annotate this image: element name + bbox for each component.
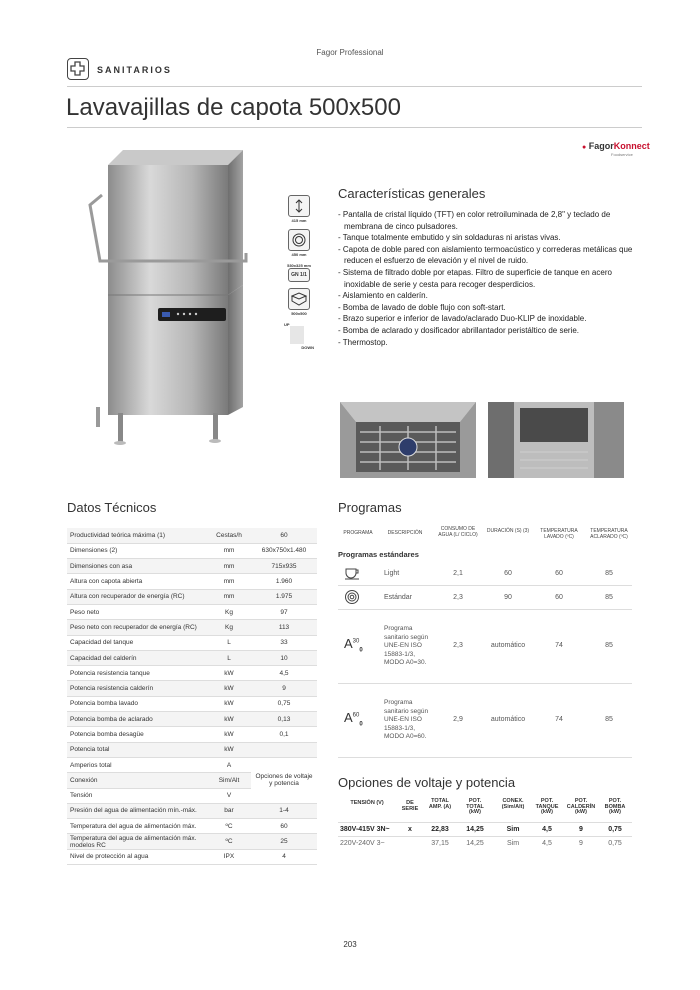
table-row: Altura con recuperador de energía (RC) mm 1.975: [67, 589, 317, 604]
a060-icon: $A^{60}_0$: [344, 710, 363, 728]
feature-icons: [284, 195, 316, 356]
table-row: Altura con capota abierta mm 1.960: [67, 574, 317, 589]
table-row: Potencia total kW: [67, 742, 317, 757]
list-item: - Pantalla de cristal líquido (TFT) en color retroiluminada de 2,8" y teclado de membrana de cinco pulsadores.: [338, 210, 611, 231]
table-row: Potencia resistencia tanque kW 4,5: [67, 666, 317, 681]
interior-photo: [340, 402, 476, 478]
programs-subtitle: Programas estándares: [338, 550, 419, 559]
plates-icon: [344, 589, 360, 607]
program-row: $A^{60}_0$ Programa sanitario según UNE-EN ISO 15883-1/3, MODO A0=60. 2,9 automático 74 85: [338, 684, 632, 758]
table-row: Temperatura del agua de alimentación máx. modelos RC ºC 25: [67, 834, 317, 849]
height-icon: 415 mm: [284, 195, 314, 223]
table-row: Potencia resistencia calderín kW 9: [67, 681, 317, 696]
features-title: Características generales: [338, 186, 486, 201]
divider: [67, 127, 642, 128]
table-row: Presión del agua de alimentación mín.-máx. bar 1-4: [67, 803, 317, 818]
table-row: Dimensiones con asa mm 715x935: [67, 559, 317, 574]
table-row: Peso neto Kg 97: [67, 604, 317, 619]
basket-icon: 500x500: [284, 288, 314, 316]
table-row: Amperios total A Opciones de voltaje y potencia: [67, 757, 317, 772]
table-row: Capacidad del calderín L 10: [67, 650, 317, 665]
table-row: Peso neto con recuperador de energía (RC) Kg 113: [67, 620, 317, 635]
gastronorm-icon: 530x325 mm GN 1/1: [284, 263, 314, 282]
page-number: 203: [343, 940, 357, 949]
table-row: Potencia bomba lavado kW 0,75: [67, 696, 317, 711]
list-item: - Bomba de lavado de doble flujo con soft-start.: [338, 302, 506, 312]
dishwasher-image: [78, 145, 253, 455]
tech-data-title: Datos Técnicos: [67, 500, 157, 515]
voltage-row: 380V-415V 3N~ x 22,83 14,25 Sim 4,5 9 0,75: [338, 822, 632, 836]
voltage-row: 220V-240V 3~ 37,15 14,25 Sim 4,5 9 0,75: [338, 836, 632, 850]
table-row: Capacidad del tanque L 33: [67, 635, 317, 650]
list-item: - Thermostop.: [338, 337, 388, 347]
table-row: Conexión Sim/Alt: [67, 773, 317, 788]
divider: [67, 86, 642, 87]
voltage-title: Opciones de voltaje y potencia: [338, 775, 516, 790]
program-row: Estándar 2,3 90 60 85: [338, 586, 632, 610]
door-photo: [488, 402, 624, 478]
cup-icon: [344, 566, 360, 582]
program-row: $A^{30}_0$ Programa sanitario según UNE-EN ISO 15883-1/3, MODO A0=30. 2,3 automático 74 85: [338, 610, 632, 684]
plate-icon: 450 mm: [284, 229, 314, 257]
fagor-konnect-logo: ● FagorKonnect: [582, 141, 650, 151]
list-item: - Tanque totalmente embutido y sin soldaduras ni aristas vivas.: [338, 233, 561, 243]
tech-data-table: [67, 528, 317, 865]
table-row: Temperatura del agua de alimentación máx. ºC 60: [67, 819, 317, 834]
program-row: Light 2,1 60 60 85: [338, 562, 632, 586]
programs-title: Programas: [338, 500, 402, 515]
list-item: - Bomba de aclarado y dosificador abrillantador peristáltico de serie.: [338, 325, 580, 335]
list-item: - Brazo superior e inferior de lavado/aclarado Duo-KLIP de inoxidable.: [338, 314, 587, 324]
brand-header: Fagor Professional: [316, 48, 384, 57]
table-row: Potencia bomba desagüe kW 0,1: [67, 727, 317, 742]
list-item: - Aislamiento en calderín.: [338, 291, 428, 301]
a030-icon: $A^{30}_0$: [344, 636, 363, 654]
logo-subtitle: Foodservice: [611, 152, 633, 157]
page-title: Lavavajillas de capota 500x500: [66, 94, 401, 121]
table-row: Nivel de protección al agua IPX 4: [67, 849, 317, 864]
voltage-options-note: Opciones de voltaje y potencia: [251, 757, 317, 803]
list-item: - Sistema de filtrado doble por etapas. Filtro de superficie de tanque en acero inoxidable de serie y cesta para recoger desperdicios.: [338, 267, 612, 289]
medical-cross-icon: [67, 58, 89, 80]
list-item: - Capota de doble pared con aislamiento termoacústico y correderas metálicas que reducen el esfuerzo de elevación y el nivel de ruido.: [338, 244, 633, 266]
table-row: Productividad teórica máxima (1) Cestas/h 60: [67, 528, 317, 543]
updown-icon: UP DOWN: [284, 322, 314, 350]
features-list: [338, 209, 638, 348]
table-row: Dimensiones (2) mm 630x750x1.480: [67, 543, 317, 558]
category-label: SANITARIOS: [97, 65, 172, 75]
table-row: Tensión V: [67, 788, 317, 803]
table-row: Potencia bomba de aclarado kW 0,13: [67, 712, 317, 727]
